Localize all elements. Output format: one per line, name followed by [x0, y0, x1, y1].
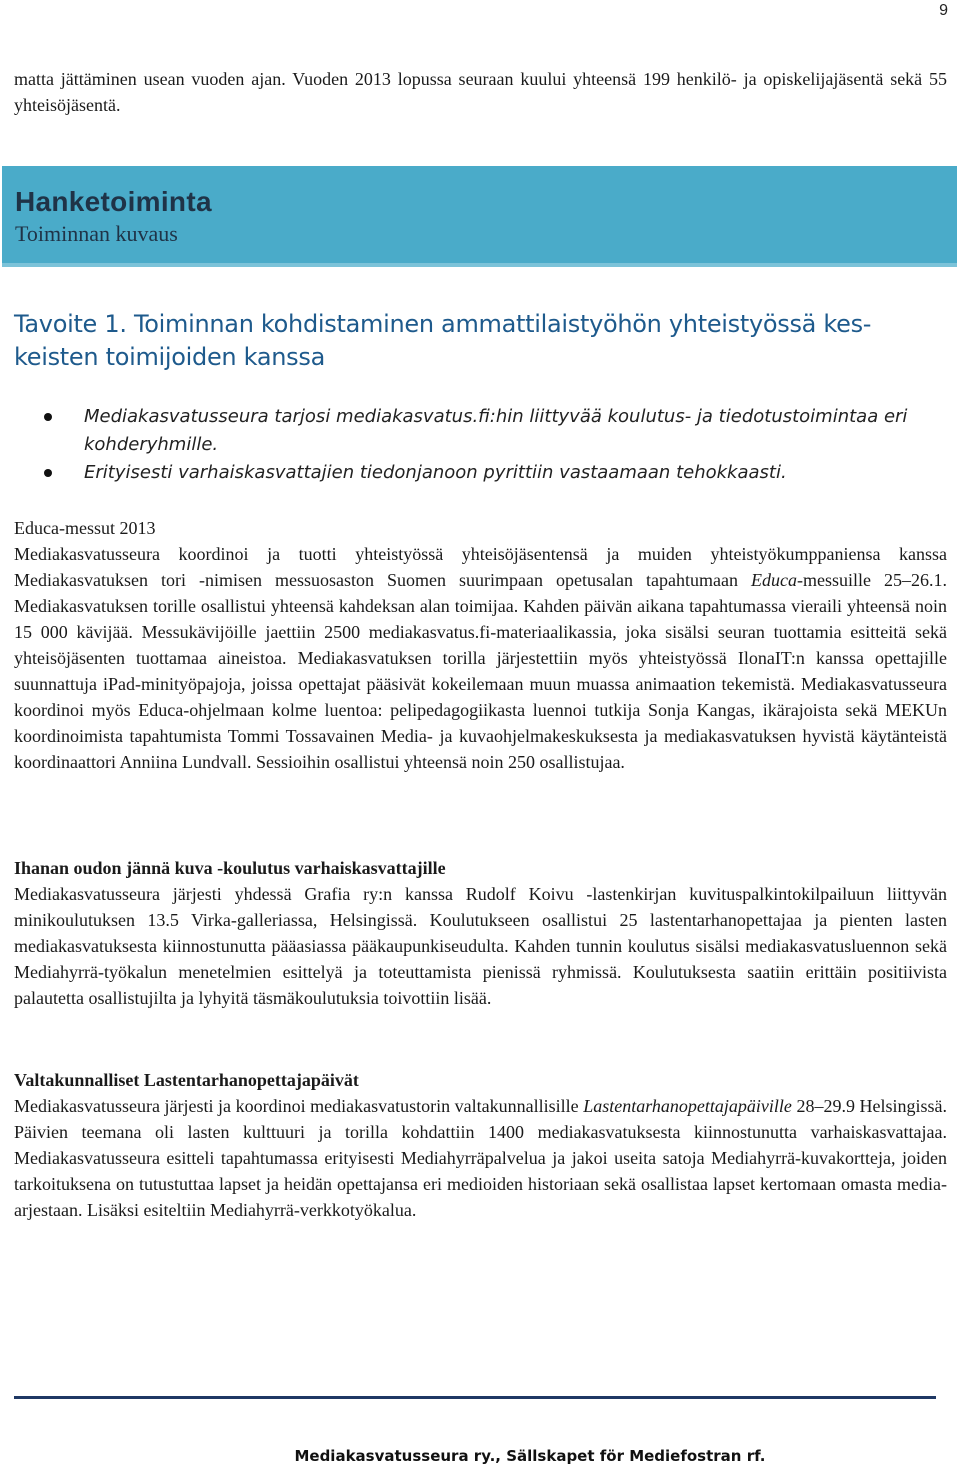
ihanan-paragraph: Mediakasvatusseura järjesti yhdessä Grafia ry:n kanssa Rudolf Koivu -lastenkirjan kuvituspalkintokilpailuun liittyvän minikoulutuksen 13.5 Virka-galleriassa, Helsingissä. Koulutukseen osallistui 25 lastentarhanopettajaa ja pienten lasten mediakasvatuksesta kiinnostunutta pääasiassa pääkaupunkiseudulta. Kahden tunnin koulutus sisälsi mediakasvatusluennon sekä Mediahyrrä-työkalun menetelmien esittelyä ja toteuttamista pienissä ryhmissä. Koulutuksesta saatiin erittäin positiivista palautetta osallistujilta ja lyhyitä täsmäkoulutuksia toivottiin lisää.: [14, 884, 947, 1008]
educa-text-part-2: -messuille 25–26.1. Mediakasvatuksen torille osallistui yhteensä kahdeksan alan toimijaa. Kahden päivän aikana tapahtumassa vieraili yhteensä noin 15 000 kävijää. Messukävijöille jaettiin 2500 mediakasvatus.fi-materiaalikassia, joka sisälsi seuran tuottamia esitteitä sekä yhteisöjäsenten tuottamaa aineistoa. Mediakasvatuksen torilla järjestettiin myös yhteistyössä IlonaIT:n kanssa opettajille suunnattuja iPad-minityöpajoja, joissa opettajat pääsivät kokeilemaan muun muassa animaation tekemistä. Mediakasvatusseura koordinoi myös Educa-ohjelmaan kolme luentoa: pelipedagogiikasta luennoi tutkija Sonja Kangas, ikärajoista sekä MEKUn koordinoimista tapahtumista Tommi Tossavainen Media- ja kuvaohjelmakeskuksesta ja mediakasvatuksen hyvistä käytänteistä koordinaattori Anniina Lundvall. Sessioihin osallistui yhteensä noin 250 osallistujaa.: [14, 570, 947, 772]
footer-divider: [14, 1396, 936, 1399]
page-number: 9: [939, 2, 948, 19]
goal-heading-line-2: keisten toimijoiden kanssa: [14, 343, 325, 371]
goal-heading-line-1: Tavoite 1. Toiminnan kohdistaminen ammattilaistyöhön yhteistyössä kes-: [14, 310, 872, 338]
valta-text-part-2: 28–29.9 Helsingissä. Päivien teemana oli lasten kulttuuri ja torilla kohdattiin 1400 mediakasvatuksesta kiinnostunutta varhaiskasvattajaa. Mediakasvatusseura esitteli tapahtumassa erityisesti Mediahyrräpalvelua ja jakoi useita satoja Mediahyrrä-kuvakortteja, joiden tarkoituksena on tutustuttaa lapset ja heidän opettajansa eri medioiden historiaan sekä osallistaa lapset kertomaan omasta media-arjestaan. Lisäksi esiteltiin Mediahyrrä-verkkotyökalua.: [14, 1096, 948, 1220]
section-banner: [2, 166, 957, 267]
goal-bullet-list: [44, 403, 949, 487]
bullet-item: [44, 459, 949, 487]
section-valta: [14, 1067, 947, 1223]
valta-italic-name: Lastentarhanopettajapäiville: [583, 1096, 792, 1116]
goal-heading: [14, 308, 947, 374]
section-ihanan: [14, 855, 947, 1011]
bullet-item: [44, 403, 949, 459]
educa-text-part-1: Mediakasvatusseura koordinoi ja tuotti yhteistyössä yhteisöjäsentensä ja muiden yhteistyökumppaniensa kanssa Mediakasvatuksen tori -nimisen messuosaston Suomen suurimpaan opetusalan tapahtumaan: [14, 544, 947, 590]
valta-heading: Valtakunnalliset Lastentarhanopettajapäivät: [14, 1070, 359, 1090]
banner-subtitle: Toiminnan kuvaus: [15, 221, 178, 246]
bullet-dot-icon: [44, 469, 52, 477]
bullet-dot-icon: [44, 413, 52, 421]
banner-title: Hanketoiminta: [15, 186, 212, 217]
valta-paragraph: [14, 1093, 947, 1223]
bullet-text: Mediakasvatusseura tarjosi mediakasvatus.fi:hin liittyvää koulutus- ja tiedotustoimintaa eri kohderyhmille.: [84, 406, 908, 455]
educa-heading: Educa-messut 2013: [14, 518, 156, 538]
intro-paragraph: matta jättäminen usean vuoden ajan. Vuoden 2013 lopussa seuraan kuului yhteensä 199 henkilö- ja opiskelijajäsentä sekä 55 yhteisöjäsentä.: [14, 69, 947, 115]
educa-paragraph: [14, 541, 947, 775]
footer-organization: Mediakasvatusseura ry., Sällskapet för Mediefostran rf.: [294, 1447, 766, 1465]
ihanan-heading: Ihanan oudon jännä kuva -koulutus varhaiskasvattajille: [14, 858, 446, 878]
valta-text-part-1: Mediakasvatusseura järjesti ja koordinoi mediakasvatustorin valtakunnallisille: [14, 1096, 584, 1116]
bullet-text: Erityisesti varhaiskasvattajien tiedonjanoon pyrittiin vastaamaan tehokkaasti.: [84, 462, 787, 483]
educa-italic-name: Educa: [751, 570, 797, 590]
section-educa: [14, 515, 947, 775]
